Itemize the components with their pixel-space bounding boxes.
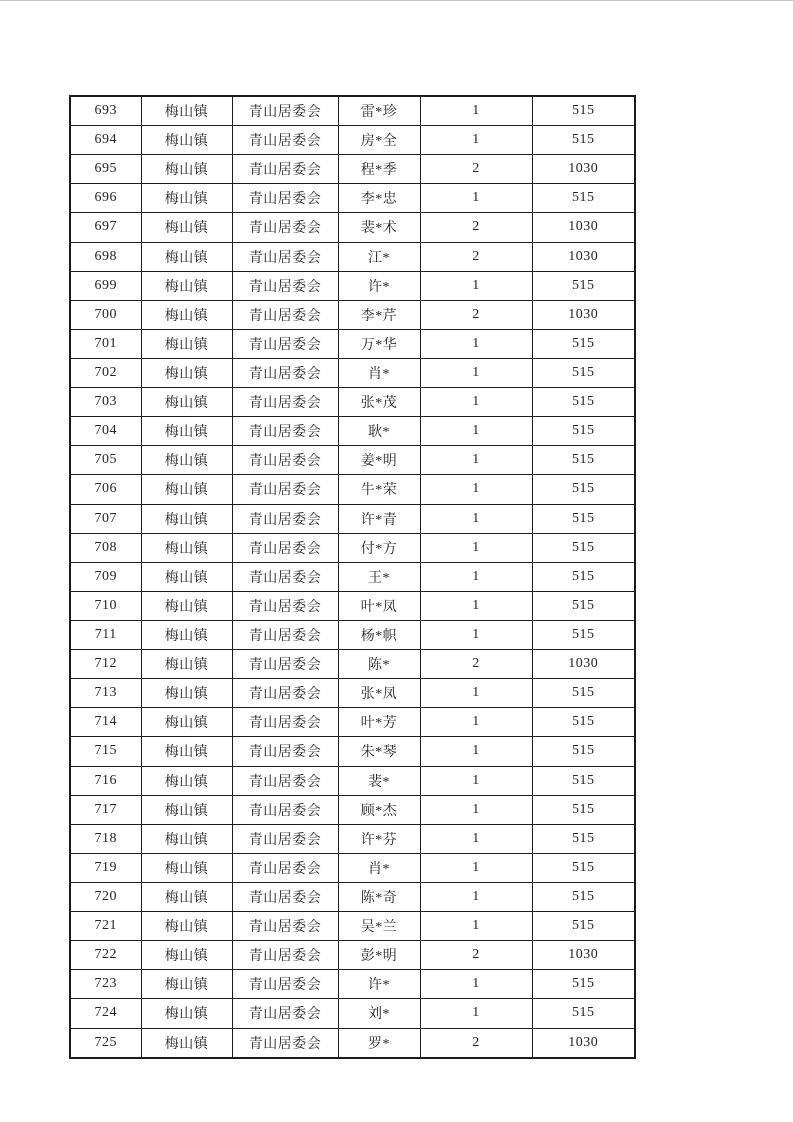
cell-person-name: 顾*杰	[338, 795, 420, 824]
cell-town: 梅山镇	[141, 1028, 232, 1058]
table-row	[70, 300, 635, 329]
cell-committee: 青山居委会	[232, 882, 338, 911]
cell-committee: 青山居委会	[232, 562, 338, 591]
cell-town: 梅山镇	[141, 300, 232, 329]
cell-amount: 515	[532, 533, 635, 562]
cell-amount: 515	[532, 96, 635, 126]
cell-person-name: 姜*明	[338, 446, 420, 475]
cell-serial: 719	[70, 853, 141, 882]
cell-serial: 715	[70, 737, 141, 766]
payment-roster-table	[69, 95, 636, 1059]
table-row	[70, 824, 635, 853]
cell-count: 1	[420, 96, 532, 126]
cell-town: 梅山镇	[141, 708, 232, 737]
cell-committee: 青山居委会	[232, 213, 338, 242]
table-row	[70, 475, 635, 504]
table-row	[70, 417, 635, 446]
table-row	[70, 912, 635, 941]
cell-town: 梅山镇	[141, 475, 232, 504]
cell-committee: 青山居委会	[232, 853, 338, 882]
table-row	[70, 737, 635, 766]
cell-committee: 青山居委会	[232, 941, 338, 970]
table-row	[70, 562, 635, 591]
cell-serial: 716	[70, 766, 141, 795]
cell-serial: 720	[70, 882, 141, 911]
cell-committee: 青山居委会	[232, 708, 338, 737]
cell-person-name: 付*方	[338, 533, 420, 562]
cell-person-name: 耿*	[338, 417, 420, 446]
cell-person-name: 肖*	[338, 358, 420, 387]
cell-amount: 515	[532, 882, 635, 911]
cell-count: 1	[420, 329, 532, 358]
cell-person-name: 肖*	[338, 853, 420, 882]
cell-serial: 725	[70, 1028, 141, 1058]
cell-committee: 青山居委会	[232, 912, 338, 941]
cell-committee: 青山居委会	[232, 184, 338, 213]
cell-count: 1	[420, 562, 532, 591]
table-row	[70, 999, 635, 1028]
table-row	[70, 388, 635, 417]
cell-town: 梅山镇	[141, 446, 232, 475]
cell-town: 梅山镇	[141, 970, 232, 999]
cell-person-name: 陈*	[338, 650, 420, 679]
cell-amount: 515	[532, 679, 635, 708]
cell-person-name: 李*忠	[338, 184, 420, 213]
cell-count: 1	[420, 388, 532, 417]
cell-amount: 515	[532, 329, 635, 358]
cell-town: 梅山镇	[141, 853, 232, 882]
cell-town: 梅山镇	[141, 417, 232, 446]
cell-committee: 青山居委会	[232, 358, 338, 387]
cell-town: 梅山镇	[141, 766, 232, 795]
cell-count: 1	[420, 970, 532, 999]
cell-person-name: 杨*帜	[338, 620, 420, 649]
cell-count: 1	[420, 795, 532, 824]
cell-amount: 515	[532, 358, 635, 387]
table-row	[70, 708, 635, 737]
table-row	[70, 96, 635, 126]
cell-committee: 青山居委会	[232, 795, 338, 824]
table-row	[70, 1028, 635, 1058]
cell-serial: 724	[70, 999, 141, 1028]
cell-town: 梅山镇	[141, 126, 232, 155]
cell-amount: 515	[532, 708, 635, 737]
cell-person-name: 程*季	[338, 155, 420, 184]
cell-committee: 青山居委会	[232, 737, 338, 766]
cell-serial: 707	[70, 504, 141, 533]
cell-serial: 711	[70, 620, 141, 649]
cell-person-name: 彭*明	[338, 941, 420, 970]
table-row	[70, 679, 635, 708]
cell-person-name: 雷*珍	[338, 96, 420, 126]
cell-serial: 708	[70, 533, 141, 562]
cell-serial: 722	[70, 941, 141, 970]
cell-committee: 青山居委会	[232, 766, 338, 795]
table-row	[70, 271, 635, 300]
cell-committee: 青山居委会	[232, 446, 338, 475]
cell-count: 1	[420, 737, 532, 766]
cell-amount: 515	[532, 388, 635, 417]
table-row	[70, 504, 635, 533]
cell-amount: 515	[532, 795, 635, 824]
cell-town: 梅山镇	[141, 213, 232, 242]
table-row	[70, 213, 635, 242]
cell-town: 梅山镇	[141, 824, 232, 853]
cell-count: 1	[420, 126, 532, 155]
cell-serial: 700	[70, 300, 141, 329]
cell-amount: 515	[532, 271, 635, 300]
cell-amount: 515	[532, 475, 635, 504]
cell-count: 1	[420, 417, 532, 446]
table-body	[70, 96, 635, 1058]
cell-person-name: 叶*凤	[338, 591, 420, 620]
table-row	[70, 591, 635, 620]
table-row	[70, 446, 635, 475]
cell-count: 1	[420, 824, 532, 853]
cell-serial: 697	[70, 213, 141, 242]
cell-town: 梅山镇	[141, 155, 232, 184]
cell-amount: 1030	[532, 300, 635, 329]
cell-serial: 723	[70, 970, 141, 999]
cell-count: 1	[420, 184, 532, 213]
cell-town: 梅山镇	[141, 388, 232, 417]
table-row	[70, 620, 635, 649]
cell-amount: 515	[532, 620, 635, 649]
cell-serial: 718	[70, 824, 141, 853]
cell-person-name: 刘*	[338, 999, 420, 1028]
cell-person-name: 王*	[338, 562, 420, 591]
cell-count: 2	[420, 242, 532, 271]
cell-person-name: 李*芹	[338, 300, 420, 329]
cell-amount: 1030	[532, 1028, 635, 1058]
cell-committee: 青山居委会	[232, 155, 338, 184]
cell-person-name: 张*茂	[338, 388, 420, 417]
cell-town: 梅山镇	[141, 650, 232, 679]
table-row	[70, 358, 635, 387]
cell-amount: 515	[532, 999, 635, 1028]
table-row	[70, 184, 635, 213]
cell-town: 梅山镇	[141, 737, 232, 766]
table-row	[70, 155, 635, 184]
cell-town: 梅山镇	[141, 329, 232, 358]
cell-count: 2	[420, 155, 532, 184]
cell-person-name: 张*凤	[338, 679, 420, 708]
cell-serial: 705	[70, 446, 141, 475]
cell-serial: 702	[70, 358, 141, 387]
cell-person-name: 房*全	[338, 126, 420, 155]
cell-town: 梅山镇	[141, 620, 232, 649]
table-row	[70, 533, 635, 562]
cell-committee: 青山居委会	[232, 824, 338, 853]
cell-serial: 694	[70, 126, 141, 155]
cell-person-name: 许*芬	[338, 824, 420, 853]
cell-amount: 515	[532, 853, 635, 882]
cell-amount: 1030	[532, 213, 635, 242]
cell-count: 1	[420, 853, 532, 882]
cell-serial: 703	[70, 388, 141, 417]
cell-committee: 青山居委会	[232, 300, 338, 329]
cell-person-name: 许*青	[338, 504, 420, 533]
cell-count: 2	[420, 213, 532, 242]
table-row	[70, 126, 635, 155]
cell-serial: 710	[70, 591, 141, 620]
cell-serial: 712	[70, 650, 141, 679]
cell-town: 梅山镇	[141, 912, 232, 941]
cell-serial: 695	[70, 155, 141, 184]
cell-count: 1	[420, 533, 532, 562]
cell-committee: 青山居委会	[232, 96, 338, 126]
cell-serial: 706	[70, 475, 141, 504]
cell-committee: 青山居委会	[232, 271, 338, 300]
cell-town: 梅山镇	[141, 591, 232, 620]
cell-amount: 515	[532, 766, 635, 795]
cell-count: 1	[420, 271, 532, 300]
cell-town: 梅山镇	[141, 184, 232, 213]
table-row	[70, 795, 635, 824]
cell-person-name: 罗*	[338, 1028, 420, 1058]
cell-committee: 青山居委会	[232, 242, 338, 271]
table-row	[70, 329, 635, 358]
cell-committee: 青山居委会	[232, 417, 338, 446]
cell-count: 1	[420, 708, 532, 737]
cell-amount: 515	[532, 504, 635, 533]
table-row	[70, 650, 635, 679]
cell-amount: 515	[532, 970, 635, 999]
cell-town: 梅山镇	[141, 533, 232, 562]
cell-count: 1	[420, 504, 532, 533]
cell-amount: 1030	[532, 155, 635, 184]
cell-serial: 713	[70, 679, 141, 708]
cell-serial: 714	[70, 708, 141, 737]
cell-count: 1	[420, 475, 532, 504]
cell-count: 1	[420, 882, 532, 911]
cell-serial: 698	[70, 242, 141, 271]
table-row	[70, 242, 635, 271]
cell-count: 1	[420, 766, 532, 795]
cell-amount: 515	[532, 737, 635, 766]
cell-town: 梅山镇	[141, 795, 232, 824]
cell-amount: 515	[532, 126, 635, 155]
cell-person-name: 许*	[338, 970, 420, 999]
cell-town: 梅山镇	[141, 882, 232, 911]
cell-serial: 696	[70, 184, 141, 213]
cell-person-name: 许*	[338, 271, 420, 300]
cell-committee: 青山居委会	[232, 1028, 338, 1058]
cell-committee: 青山居委会	[232, 970, 338, 999]
cell-person-name: 朱*琴	[338, 737, 420, 766]
cell-serial: 693	[70, 96, 141, 126]
cell-count: 1	[420, 999, 532, 1028]
cell-amount: 515	[532, 912, 635, 941]
cell-amount: 1030	[532, 650, 635, 679]
table-row	[70, 941, 635, 970]
cell-person-name: 裴*	[338, 766, 420, 795]
cell-committee: 青山居委会	[232, 126, 338, 155]
cell-amount: 515	[532, 591, 635, 620]
cell-town: 梅山镇	[141, 504, 232, 533]
cell-count: 1	[420, 358, 532, 387]
cell-town: 梅山镇	[141, 96, 232, 126]
cell-amount: 1030	[532, 242, 635, 271]
cell-committee: 青山居委会	[232, 388, 338, 417]
cell-serial: 717	[70, 795, 141, 824]
cell-count: 1	[420, 591, 532, 620]
table-row	[70, 970, 635, 999]
cell-committee: 青山居委会	[232, 620, 338, 649]
cell-count: 2	[420, 941, 532, 970]
table-row	[70, 882, 635, 911]
cell-person-name: 牛*荣	[338, 475, 420, 504]
cell-committee: 青山居委会	[232, 504, 338, 533]
cell-committee: 青山居委会	[232, 591, 338, 620]
cell-committee: 青山居委会	[232, 533, 338, 562]
cell-person-name: 万*华	[338, 329, 420, 358]
cell-committee: 青山居委会	[232, 475, 338, 504]
cell-person-name: 吴*兰	[338, 912, 420, 941]
cell-town: 梅山镇	[141, 941, 232, 970]
cell-count: 2	[420, 1028, 532, 1058]
cell-person-name: 裴*术	[338, 213, 420, 242]
cell-amount: 515	[532, 417, 635, 446]
cell-count: 1	[420, 912, 532, 941]
table-row	[70, 766, 635, 795]
cell-count: 1	[420, 620, 532, 649]
cell-serial: 721	[70, 912, 141, 941]
cell-serial: 704	[70, 417, 141, 446]
cell-person-name: 陈*奇	[338, 882, 420, 911]
cell-count: 1	[420, 446, 532, 475]
table-row	[70, 853, 635, 882]
cell-amount: 515	[532, 562, 635, 591]
cell-person-name: 叶*芳	[338, 708, 420, 737]
cell-town: 梅山镇	[141, 358, 232, 387]
cell-town: 梅山镇	[141, 679, 232, 708]
cell-person-name: 江*	[338, 242, 420, 271]
cell-serial: 709	[70, 562, 141, 591]
cell-amount: 1030	[532, 941, 635, 970]
cell-town: 梅山镇	[141, 562, 232, 591]
cell-town: 梅山镇	[141, 242, 232, 271]
cell-serial: 699	[70, 271, 141, 300]
cell-count: 2	[420, 300, 532, 329]
cell-committee: 青山居委会	[232, 999, 338, 1028]
cell-serial: 701	[70, 329, 141, 358]
cell-amount: 515	[532, 824, 635, 853]
cell-committee: 青山居委会	[232, 650, 338, 679]
cell-town: 梅山镇	[141, 271, 232, 300]
cell-amount: 515	[532, 446, 635, 475]
cell-count: 2	[420, 650, 532, 679]
cell-amount: 515	[532, 184, 635, 213]
cell-committee: 青山居委会	[232, 329, 338, 358]
cell-committee: 青山居委会	[232, 679, 338, 708]
cell-town: 梅山镇	[141, 999, 232, 1028]
cell-count: 1	[420, 679, 532, 708]
